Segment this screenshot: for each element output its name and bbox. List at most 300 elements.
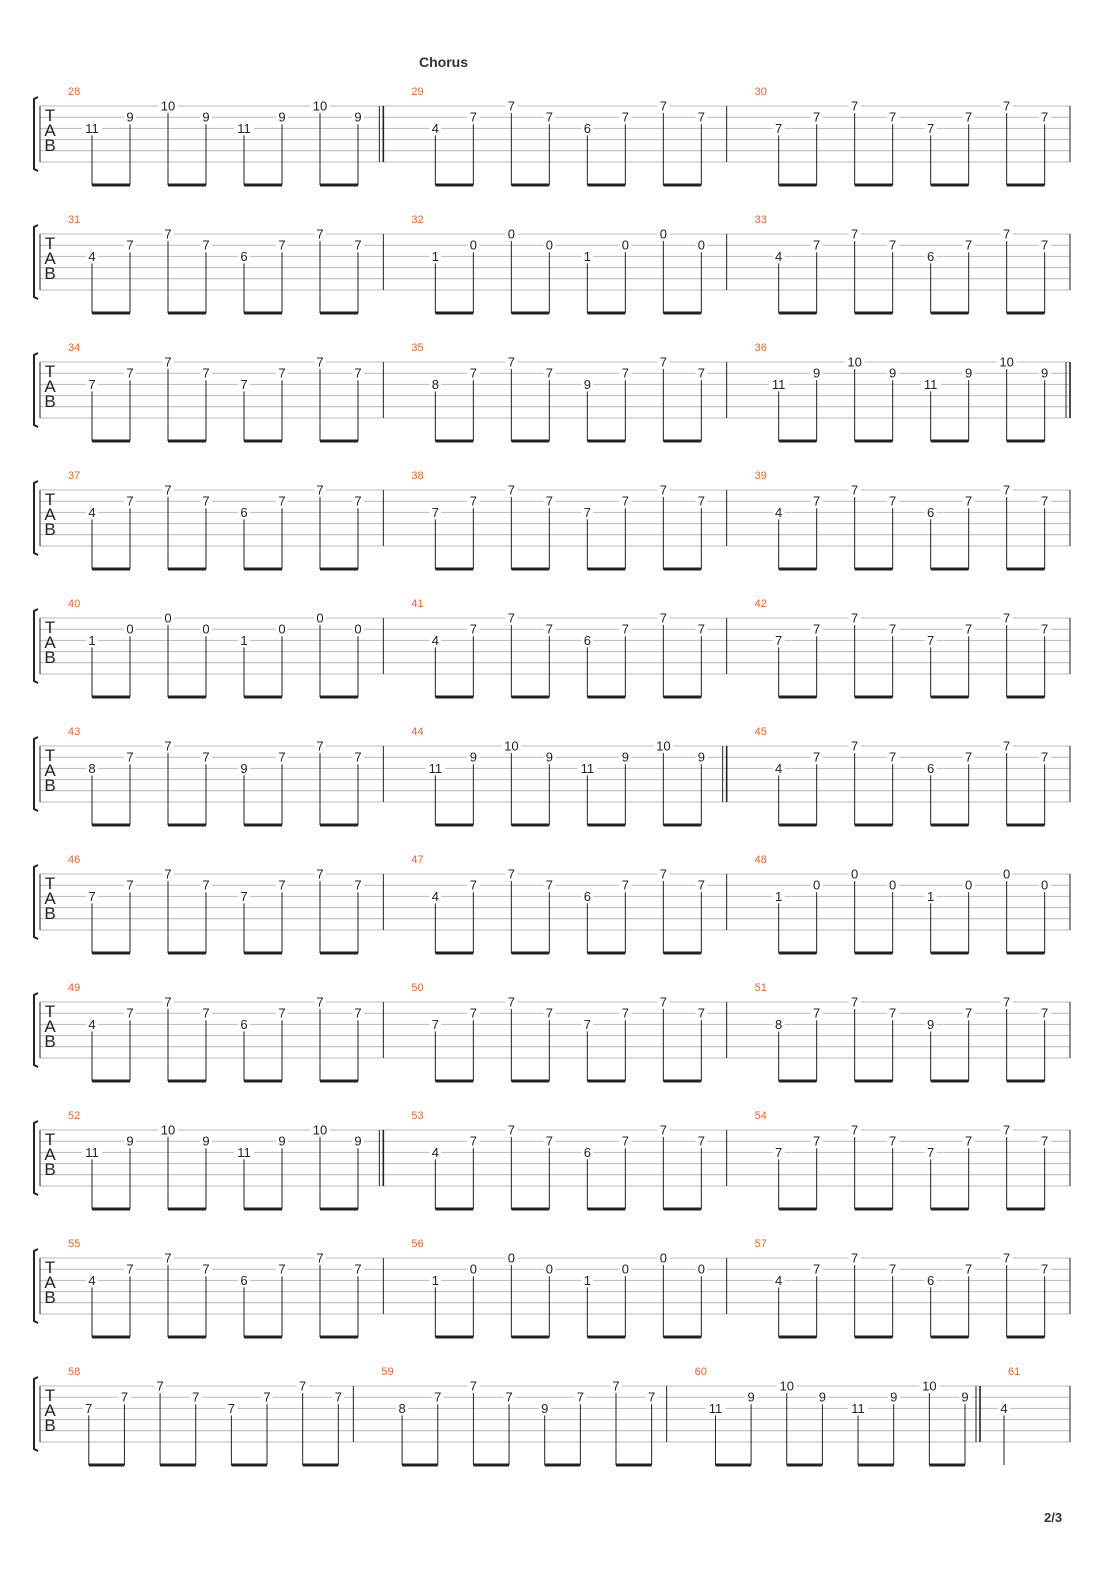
fret-number: 7 — [851, 1250, 859, 1266]
fret-number: 7 — [813, 493, 821, 509]
fret-number: 0 — [851, 866, 859, 882]
system-bracket — [34, 481, 38, 555]
fret-number: 7 — [278, 1005, 286, 1021]
fret-number: 7 — [334, 1389, 342, 1405]
fret-number: 7 — [316, 226, 324, 242]
fret-number: 1 — [88, 632, 96, 648]
fret-number: 0 — [202, 621, 210, 637]
fret-number: 7 — [621, 1133, 629, 1149]
fret-number: 0 — [545, 1261, 553, 1277]
fret-number: 7 — [354, 493, 362, 509]
fret-number: 7 — [507, 866, 515, 882]
fret-number: 7 — [227, 1400, 235, 1416]
fret-number: 7 — [1041, 749, 1049, 765]
fret-number: 9 — [961, 1389, 969, 1405]
fret-number: 7 — [263, 1389, 271, 1405]
fret-number: 6 — [240, 1016, 248, 1032]
fret-number: 7 — [85, 1400, 93, 1416]
fret-number: 10 — [922, 1378, 937, 1394]
fret-number: 7 — [507, 994, 515, 1010]
fret-number: 7 — [469, 365, 477, 381]
measure-number: 40 — [68, 598, 81, 610]
fret-number: 7 — [813, 109, 821, 125]
tab-clef-letter: A — [44, 1017, 56, 1036]
fret-number: 7 — [88, 888, 96, 904]
tab-clef-letter: T — [44, 618, 56, 637]
fret-number: 7 — [202, 365, 210, 381]
fret-number: 7 — [965, 1261, 973, 1277]
measure-number: 59 — [381, 1366, 394, 1378]
tab-clef-letter: B — [44, 392, 56, 411]
tab-clef-letter: B — [44, 1288, 56, 1307]
fret-number: 0 — [813, 877, 821, 893]
measure-number: 30 — [754, 86, 767, 98]
section-label: Chorus — [419, 54, 468, 70]
fret-number: 7 — [1041, 237, 1049, 253]
fret-number: 0 — [469, 237, 477, 253]
fret-number: 7 — [889, 109, 897, 125]
tab-clef-letter: T — [44, 1130, 56, 1149]
measure-number: 37 — [68, 470, 81, 482]
fret-number: 7 — [659, 610, 667, 626]
measure-number: 33 — [754, 214, 767, 226]
fret-number: 7 — [126, 237, 134, 253]
fret-number: 9 — [889, 365, 897, 381]
measure-number: 41 — [411, 598, 424, 610]
fret-number: 7 — [927, 120, 935, 136]
fret-number: 7 — [851, 98, 859, 114]
tab-clef-letter: B — [44, 1416, 56, 1435]
fret-number: 7 — [469, 493, 477, 509]
fret-number: 7 — [775, 1144, 783, 1160]
fret-number: 7 — [659, 994, 667, 1010]
fret-number: 7 — [469, 1133, 477, 1149]
fret-number: 11 — [85, 1144, 99, 1160]
fret-number: 7 — [507, 354, 515, 370]
fret-number: 9 — [541, 1400, 549, 1416]
measure-number: 48 — [754, 854, 767, 866]
fret-number: 7 — [126, 877, 134, 893]
fret-number: 0 — [889, 877, 897, 893]
fret-number: 7 — [316, 1250, 324, 1266]
fret-number: 11 — [771, 376, 786, 392]
fret-number: 7 — [278, 365, 286, 381]
fret-number: 4 — [775, 1272, 783, 1288]
fret-number: 9 — [545, 749, 553, 765]
fret-number: 7 — [659, 1122, 667, 1138]
fret-number: 7 — [469, 1005, 477, 1021]
fret-number: 4 — [431, 632, 439, 648]
fret-number: 7 — [164, 738, 172, 754]
fret-number: 0 — [278, 621, 286, 637]
fret-number: 1 — [431, 248, 439, 264]
fret-number: 4 — [431, 1144, 439, 1160]
fret-number: 7 — [965, 1133, 973, 1149]
fret-number: 10 — [160, 1122, 176, 1138]
tab-clef-letter: B — [44, 520, 56, 539]
fret-number: 7 — [648, 1389, 656, 1405]
fret-number: 11 — [237, 120, 251, 136]
fret-number: 11 — [708, 1400, 723, 1416]
measure-number: 60 — [694, 1366, 707, 1378]
fret-number: 7 — [621, 1005, 629, 1021]
tab-clef-letter: A — [44, 377, 56, 396]
fret-number: 7 — [354, 1261, 362, 1277]
fret-number: 7 — [192, 1389, 200, 1405]
fret-number: 9 — [1041, 365, 1049, 381]
fret-number: 7 — [316, 482, 324, 498]
fret-number: 7 — [316, 994, 324, 1010]
fret-number: 7 — [889, 1005, 897, 1021]
fret-number: 6 — [240, 1272, 248, 1288]
fret-number: 7 — [545, 877, 553, 893]
fret-number: 6 — [927, 1272, 935, 1288]
fret-number: 9 — [126, 1133, 134, 1149]
measure-number: 45 — [754, 726, 767, 738]
fret-number: 7 — [164, 994, 172, 1010]
fret-number: 7 — [88, 376, 96, 392]
fret-number: 7 — [813, 237, 821, 253]
fret-number: 7 — [697, 1005, 705, 1021]
tab-clef-letter: A — [44, 1273, 56, 1292]
fret-number: 0 — [126, 621, 134, 637]
fret-number: 7 — [965, 1005, 973, 1021]
fret-number: 4 — [431, 120, 439, 136]
fret-number: 4 — [775, 248, 783, 264]
fret-number: 7 — [545, 365, 553, 381]
fret-number: 7 — [889, 493, 897, 509]
fret-number: 7 — [299, 1378, 307, 1394]
system-bracket — [34, 737, 38, 811]
fret-number: 7 — [1041, 109, 1049, 125]
system-bracket — [34, 1121, 38, 1195]
fret-number: 0 — [697, 237, 705, 253]
fret-number: 7 — [354, 1005, 362, 1021]
fret-number: 7 — [1041, 1133, 1049, 1149]
fret-number: 7 — [120, 1389, 129, 1405]
fret-number: 4 — [1000, 1400, 1008, 1416]
fret-number: 9 — [278, 1133, 286, 1149]
measure-number: 38 — [411, 470, 424, 482]
fret-number: 7 — [1003, 98, 1011, 114]
fret-number: 7 — [889, 1261, 897, 1277]
tab-clef-letter: T — [44, 1002, 56, 1021]
fret-number: 7 — [621, 365, 629, 381]
measure-number: 39 — [754, 470, 767, 482]
fret-number: 9 — [240, 760, 248, 776]
fret-number: 7 — [545, 1005, 553, 1021]
fret-number: 4 — [88, 504, 96, 520]
fret-number: 7 — [889, 621, 897, 637]
system-bracket — [34, 1249, 38, 1323]
measure-number: 47 — [411, 854, 424, 866]
fret-number: 7 — [965, 621, 973, 637]
fret-number: 0 — [545, 237, 553, 253]
fret-number: 6 — [927, 248, 935, 264]
fret-number: 8 — [431, 376, 439, 392]
fret-number: 9 — [202, 1133, 210, 1149]
fret-number: 4 — [88, 248, 96, 264]
fret-number: 7 — [240, 888, 248, 904]
fret-number: 7 — [659, 98, 667, 114]
fret-number: 7 — [1003, 1122, 1011, 1138]
fret-number: 7 — [813, 749, 821, 765]
fret-number: 9 — [813, 365, 821, 381]
system-bracket — [34, 225, 38, 299]
fret-number: 7 — [126, 749, 134, 765]
fret-number: 7 — [813, 1261, 821, 1277]
tab-clef-letter: B — [44, 264, 56, 283]
measure-number: 42 — [754, 598, 767, 610]
fret-number: 7 — [469, 621, 477, 637]
fret-number: 7 — [126, 365, 134, 381]
fret-number: 7 — [278, 493, 286, 509]
fret-number: 0 — [1003, 866, 1011, 882]
fret-number: 6 — [583, 120, 591, 136]
fret-number: 7 — [1003, 610, 1011, 626]
fret-number: 9 — [890, 1389, 898, 1405]
fret-number: 7 — [354, 749, 362, 765]
fret-number: 11 — [428, 760, 443, 776]
fret-number: 7 — [164, 226, 172, 242]
tab-clef-letter: B — [44, 648, 56, 667]
fret-number: 11 — [580, 760, 595, 776]
fret-number: 1 — [927, 888, 935, 904]
fret-number: 7 — [621, 621, 629, 637]
fret-number: 6 — [927, 504, 935, 520]
fret-number: 7 — [612, 1378, 620, 1394]
fret-number: 7 — [1003, 994, 1011, 1010]
fret-number: 1 — [431, 1272, 439, 1288]
fret-number: 7 — [813, 1133, 821, 1149]
fret-number: 0 — [621, 1261, 629, 1277]
fret-number: 1 — [775, 888, 783, 904]
fret-number: 7 — [889, 237, 897, 253]
fret-number: 0 — [659, 1250, 667, 1266]
fret-number: 10 — [312, 98, 328, 114]
fret-number: 7 — [851, 1122, 859, 1138]
measure-number: 31 — [68, 214, 81, 226]
fret-number: 7 — [851, 738, 859, 754]
fret-number: 4 — [775, 760, 783, 776]
fret-number: 7 — [965, 237, 973, 253]
fret-number: 7 — [889, 749, 897, 765]
fret-number: 7 — [1003, 226, 1011, 242]
fret-number: 6 — [583, 632, 591, 648]
measure-number: 50 — [411, 982, 424, 994]
fret-number: 7 — [278, 749, 286, 765]
fret-number: 0 — [621, 237, 629, 253]
fret-number: 6 — [240, 504, 248, 520]
fret-number: 10 — [779, 1378, 794, 1394]
tab-clef-letter: T — [44, 1258, 56, 1277]
fret-number: 7 — [434, 1389, 442, 1405]
fret-number: 9 — [965, 365, 973, 381]
fret-number: 7 — [1041, 493, 1049, 509]
measure-number: 35 — [411, 342, 424, 354]
measure-number: 49 — [68, 982, 81, 994]
system-bracket — [34, 1377, 38, 1451]
measure-number: 56 — [411, 1238, 424, 1250]
tab-clef-letter: B — [44, 1160, 56, 1179]
measure-number: 52 — [68, 1110, 81, 1122]
fret-number: 9 — [818, 1389, 827, 1405]
fret-number: 7 — [202, 1005, 210, 1021]
fret-number: 1 — [583, 248, 591, 264]
fret-number: 7 — [278, 877, 286, 893]
measure-number: 28 — [68, 86, 81, 98]
fret-number: 7 — [697, 493, 705, 509]
fret-number: 7 — [583, 504, 591, 520]
fret-number: 7 — [1003, 738, 1011, 754]
fret-number: 9 — [202, 109, 210, 125]
fret-number: 7 — [583, 1016, 591, 1032]
fret-number: 7 — [202, 1261, 210, 1277]
measure-number: 43 — [68, 726, 81, 738]
measure-number: 36 — [754, 342, 767, 354]
fret-number: 9 — [354, 109, 362, 125]
fret-number: 7 — [659, 354, 667, 370]
fret-number: 8 — [775, 1016, 783, 1032]
fret-number: 7 — [697, 621, 705, 637]
fret-number: 10 — [847, 354, 862, 370]
fret-number: 0 — [965, 877, 973, 893]
fret-number: 11 — [923, 376, 938, 392]
fret-number: 0 — [697, 1261, 705, 1277]
tab-clef-letter: T — [44, 234, 56, 253]
fret-number: 7 — [126, 493, 134, 509]
fret-number: 1 — [240, 632, 248, 648]
fret-number: 7 — [545, 1133, 553, 1149]
fret-number: 7 — [1041, 621, 1049, 637]
fret-number: 9 — [469, 749, 477, 765]
system-bracket — [34, 609, 38, 683]
fret-number: 10 — [999, 354, 1014, 370]
fret-number: 0 — [507, 226, 515, 242]
tab-clef-letter: T — [44, 874, 56, 893]
fret-number: 7 — [965, 493, 973, 509]
fret-number: 7 — [469, 1378, 478, 1394]
fret-number: 9 — [583, 376, 591, 392]
fret-number: 9 — [354, 1133, 362, 1149]
fret-number: 7 — [469, 109, 477, 125]
tab-clef-letter: T — [44, 490, 56, 509]
tab-clef-letter: A — [44, 761, 56, 780]
fret-number: 7 — [927, 1144, 935, 1160]
fret-number: 7 — [164, 866, 172, 882]
fret-number: 7 — [813, 1005, 821, 1021]
fret-number: 4 — [775, 504, 783, 520]
fret-number: 7 — [659, 866, 667, 882]
fret-number: 9 — [126, 109, 134, 125]
system-bracket — [34, 865, 38, 939]
fret-number: 10 — [312, 1122, 328, 1138]
fret-number: 0 — [164, 610, 172, 626]
fret-number: 6 — [927, 760, 935, 776]
measure-number: 46 — [68, 854, 81, 866]
fret-number: 7 — [505, 1389, 513, 1405]
tab-clef-letter: T — [44, 1386, 56, 1405]
tab-clef-letter: B — [44, 1032, 56, 1051]
fret-number: 7 — [202, 877, 210, 893]
fret-number: 10 — [656, 738, 671, 754]
fret-number: 7 — [316, 738, 324, 754]
fret-number: 7 — [126, 1261, 134, 1277]
fret-number: 0 — [659, 226, 667, 242]
fret-number: 7 — [576, 1389, 584, 1405]
fret-number: 7 — [202, 493, 210, 509]
fret-number: 7 — [354, 365, 362, 381]
fret-number: 7 — [697, 1133, 705, 1149]
fret-number: 7 — [813, 621, 821, 637]
tab-clef-letter: A — [44, 633, 56, 652]
fret-number: 7 — [545, 109, 553, 125]
fret-number: 7 — [927, 632, 935, 648]
fret-number: 7 — [851, 610, 859, 626]
fret-number: 7 — [775, 120, 783, 136]
fret-number: 7 — [621, 109, 629, 125]
fret-number: 7 — [316, 866, 324, 882]
fret-number: 10 — [504, 738, 519, 754]
fret-number: 7 — [126, 1005, 134, 1021]
measure-number: 58 — [68, 1366, 81, 1378]
tab-clef-letter: B — [44, 776, 56, 795]
tab-clef-letter: A — [44, 505, 56, 524]
fret-number: 0 — [507, 1250, 515, 1266]
fret-number: 7 — [697, 109, 705, 125]
fret-number: 7 — [202, 237, 210, 253]
fret-number: 7 — [507, 1122, 515, 1138]
fret-number: 8 — [398, 1400, 406, 1416]
fret-number: 7 — [278, 237, 286, 253]
system-bracket — [34, 993, 38, 1067]
fret-number: 1 — [583, 1272, 591, 1288]
fret-number: 7 — [697, 365, 705, 381]
fret-number: 7 — [1041, 1261, 1049, 1277]
fret-number: 7 — [1003, 1250, 1011, 1266]
measure-number: 51 — [754, 982, 767, 994]
fret-number: 7 — [621, 877, 629, 893]
fret-number: 0 — [469, 1261, 477, 1277]
measure-number: 44 — [411, 726, 424, 738]
measure-number: 32 — [411, 214, 424, 226]
measure-number: 29 — [411, 86, 424, 98]
fret-number: 9 — [697, 749, 705, 765]
tab-clef-letter: B — [44, 904, 56, 923]
tab-clef-letter: T — [44, 362, 56, 381]
fret-number: 7 — [469, 877, 477, 893]
fret-number: 0 — [1041, 877, 1049, 893]
fret-number: 0 — [316, 610, 324, 626]
fret-number: 7 — [775, 632, 783, 648]
fret-number: 11 — [237, 1144, 251, 1160]
page-number: 2/3 — [1044, 1510, 1063, 1525]
fret-number: 4 — [88, 1016, 96, 1032]
fret-number: 7 — [507, 610, 515, 626]
fret-number: 7 — [507, 482, 515, 498]
fret-number: 7 — [431, 1016, 439, 1032]
measure-number: 53 — [411, 1110, 424, 1122]
measure-number: 57 — [754, 1238, 767, 1250]
tab-clef-letter: T — [44, 746, 56, 765]
fret-number: 7 — [697, 877, 705, 893]
fret-number: 7 — [621, 493, 629, 509]
fret-number: 7 — [354, 237, 362, 253]
fret-number: 7 — [316, 354, 324, 370]
fret-number: 0 — [354, 621, 362, 637]
fret-number: 10 — [160, 98, 176, 114]
fret-number: 7 — [851, 994, 859, 1010]
